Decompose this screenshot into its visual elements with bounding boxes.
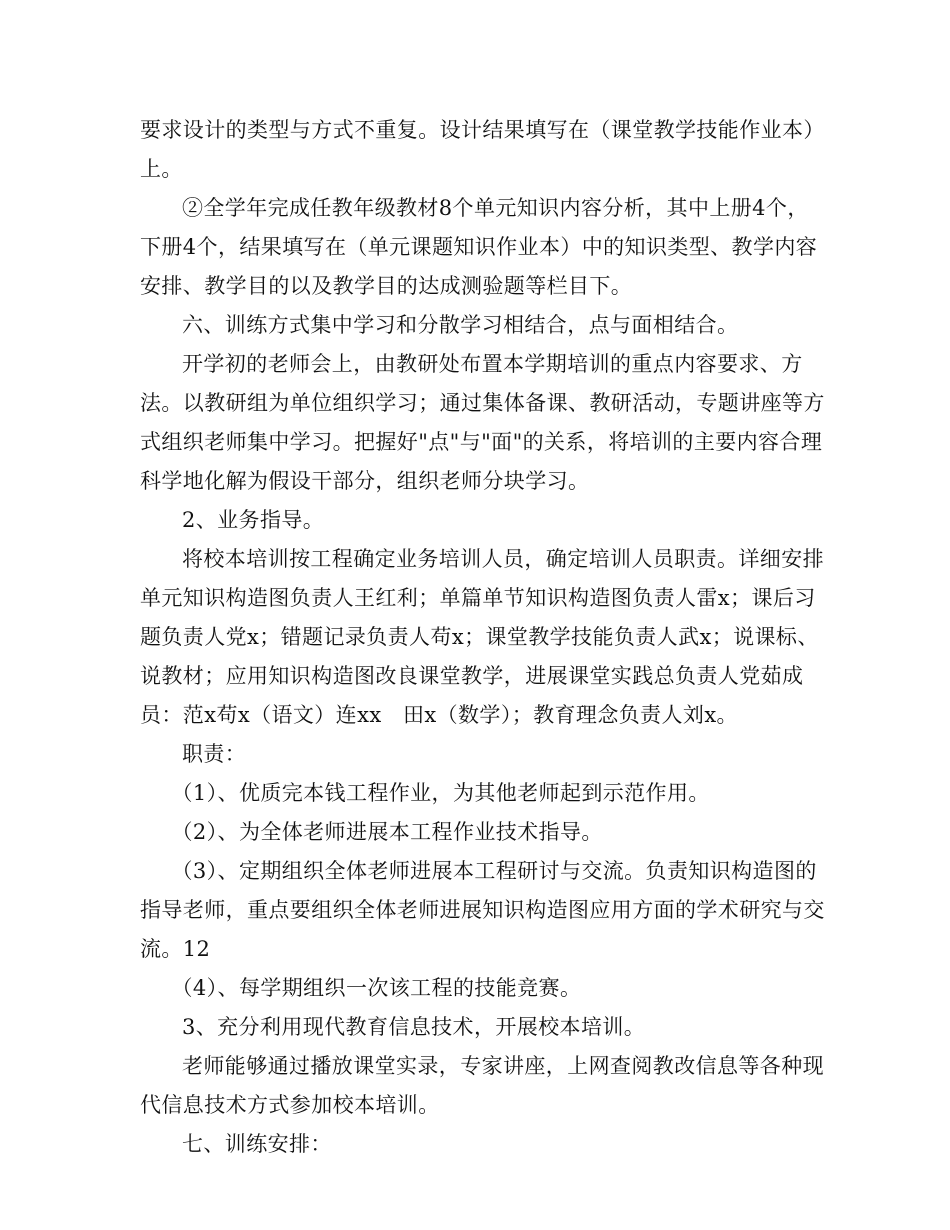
heading-training-schedule: 七、训练安排：: [182, 1132, 332, 1156]
paragraph-unit-analysis: ②全学年完成任教年级教材8个单元知识内容分析，其中上册4个，下册4个，结果填写在（单元课题知识作业本）中的知识类型、教学内容安排、教学目的以及教学目的达成测验题等栏目下。: [140, 196, 818, 298]
paragraph-business-guidance: 将校本培训按工程确定业务培训人员，确定培训人员职责。详细安排单元知识构造图负责人王红利；单篇单节知识构造图负责人雷x；课后习题负责人党x；错题记录负责人苟x；课堂教学技能负责人武x；说课标、说教材；应用知识构造图改良课堂教学，进展课堂实践总负责人党茹成员：范x苟x（语文）连xx 田x（数学）；教育理念负责人刘x。: [140, 547, 824, 727]
paragraph-modern-technology: 老师能够通过播放课堂实录，专家讲座，上网查阅教改信息等各种现代信息技术方式参加校本培训。: [140, 1054, 824, 1117]
heading-business-guidance: 2、业务指导。: [182, 508, 325, 532]
paragraph-training-method: 开学初的老师会上，由教研处布置本学期培训的重点内容要求、方法。以教研组为单位组织学习；通过集体备课、教研活动，专题讲座等方式组织老师集中学习。把握好"点"与"面"的关系，将培训的主要内容合理科学地化解为假设干部分，组织老师分块学习。: [140, 352, 825, 493]
document-body: [140, 111, 830, 1164]
heading-modern-technology: 3、充分利用现代教育信息技术，开展校本培训。: [182, 1015, 646, 1039]
heading-training-method: 六、训练方式集中学习和分散学习相结合，点与面相结合。: [182, 313, 739, 337]
duty-item-3: （3）、定期组织全体老师进展本工程研讨与交流。负责知识构造图的指导老师，重点要组织全体老师进展知识构造图应用方面的学术研究与交流。12: [140, 859, 825, 961]
heading-duties: 职责：: [182, 742, 247, 766]
duty-item-4: （4）、每学期组织一次该工程的技能竞赛。: [171, 976, 582, 1000]
duty-item-1: （1）、优质完本钱工程作业，为其他老师起到示范作用。: [171, 781, 710, 805]
paragraph-continuation: 要求设计的类型与方式不重复。设计结果填写在（课堂教学技能作业本）上。: [140, 118, 825, 181]
duty-item-2: （2）、为全体老师进展本工程作业技术指导。: [171, 820, 603, 844]
